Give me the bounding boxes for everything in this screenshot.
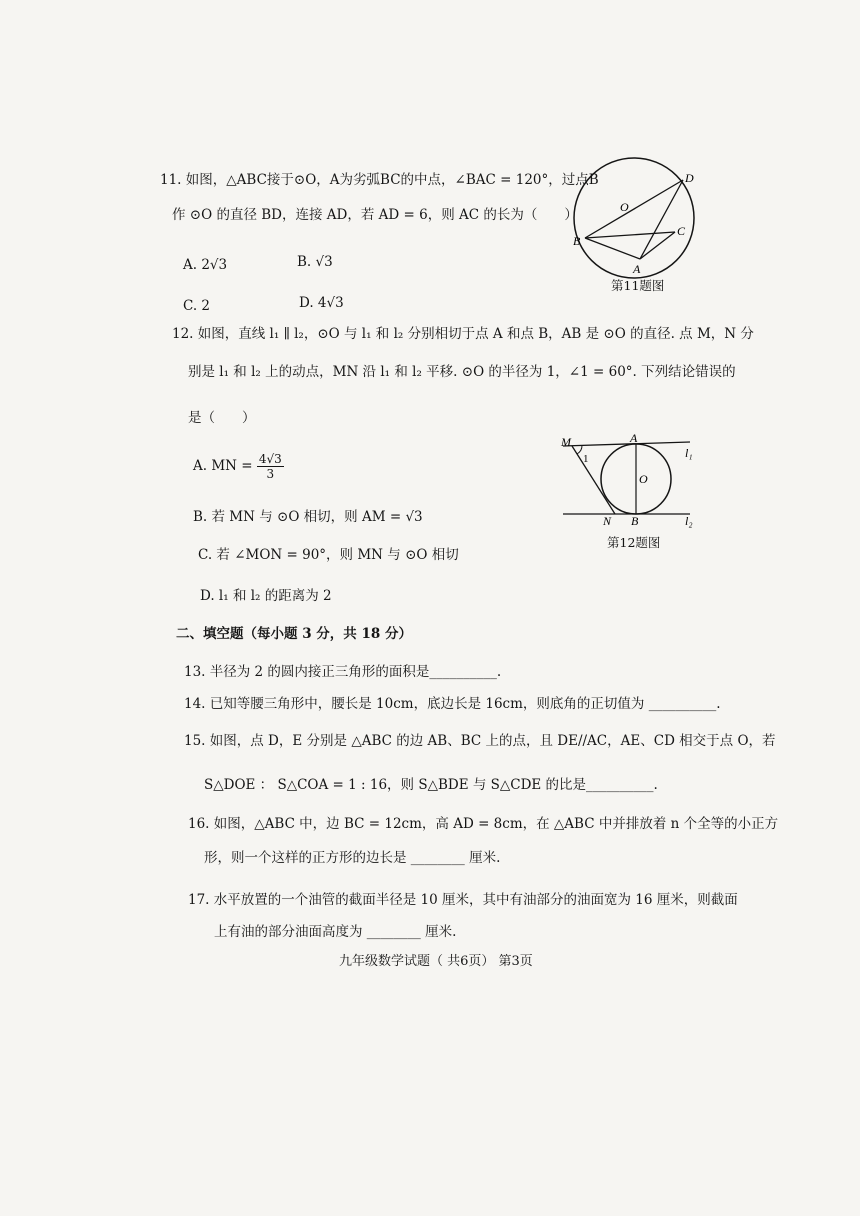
q11-option-c: C. 2 [183, 298, 211, 314]
q12-line1: 12. 如图，直线 l₁ ∥ l₂，⊙O 与 l₁ 和 l₂ 分别相切于点 A 和点 B，AB 是 ⊙O 的直径. 点 M，N 分 [172, 326, 754, 342]
q12-label-l2: l₂ [685, 514, 693, 528]
q12-label-a: A [630, 431, 638, 445]
q11-label-a: A [633, 262, 641, 276]
q11-line1: 11. 如图，△ABC接于⊙O，A为劣弧BC的中点，∠BAC = 120°，过点B [160, 172, 599, 188]
q11-label-d: D [685, 171, 694, 185]
q11-chord-ba [585, 238, 640, 259]
q12-option-b: B. 若 MN 与 ⊙O 相切，则 AM = √3 [193, 509, 423, 525]
q12-label-n: N [603, 514, 612, 528]
q12-option-c: C. 若 ∠MON = 90°，则 MN 与 ⊙O 相切 [198, 547, 459, 563]
q12-option-a [193, 453, 284, 480]
q12-figure [555, 432, 705, 532]
q12-label-o: O [639, 472, 648, 486]
q12-option-a-fraction [257, 453, 284, 480]
q13: 13. 半径为 2 的圆内接正三角形的面积是__________. [184, 664, 502, 680]
q12-angle-1-arc [577, 445, 582, 454]
q11-chord-bc [585, 232, 675, 238]
q17-line1: 17. 水平放置的一个油管的截面半径是 10 厘米，其中有油部分的油面宽为 16 厘米，则截面 [188, 892, 738, 908]
q12-label-b: B [631, 514, 639, 528]
q17-line2: 上有油的部分油面高度为 ________ 厘米. [214, 924, 457, 940]
q12-line2: 别是 l₁ 和 l₂ 上的动点，MN 沿 l₁ 和 l₂ 平移. ⊙O 的半径为 1，∠1 = 60°. 下列结论错误的 [188, 364, 736, 380]
q12-label-angle-1: 1 [583, 453, 589, 465]
q12-option-d: D. l₁ 和 l₂ 的距离为 2 [200, 588, 332, 604]
q12-option-a-prefix: A. MN = [193, 457, 253, 474]
q15-line1: 15. 如图，点 D，E 分别是 △ABC 的边 AB、BC 上的点，且 DE//AC，AE、CD 相交于点 O，若 [184, 733, 776, 749]
q14: 14. 已知等腰三角形中，腰长是 10cm，底边长是 16cm，则底角的正切值为 __________. [184, 696, 721, 712]
q12-figure-caption: 第12题图 [607, 535, 661, 550]
q15-line2: S△DOE ： S△COA = 1 : 16，则 S△BDE 与 S△CDE 的比是__________. [204, 777, 658, 793]
q11-label-c: C [677, 224, 686, 238]
q11-chord-ac [640, 232, 675, 259]
q12-option-a-numerator: 4√3 [258, 452, 282, 466]
q11-option-d: D. 4√3 [299, 295, 344, 311]
q11-label-o: O [620, 200, 629, 214]
q11-option-b: B. √3 [297, 254, 333, 270]
q11-diameter-bd [585, 180, 683, 238]
page-footer: 九年级数学试题（ 共6页） 第3页 [339, 954, 533, 969]
q11-figure-caption: 第11题图 [611, 278, 665, 293]
q11-circle [574, 158, 694, 278]
q16-line1: 16. 如图，△ABC 中，边 BC = 12cm，高 AD = 8cm，在 △ABC 中并排放着 n 个全等的小正方 [188, 816, 779, 832]
q12-label-m: M [561, 435, 571, 449]
q11-label-b: B [573, 234, 581, 248]
section2-title: 二、填空题（每小题 3 分，共 18 分） [176, 626, 412, 642]
q16-line2: 形，则一个这样的正方形的边长是 ________ 厘米. [204, 850, 501, 866]
q12-label-l1: l₁ [685, 446, 693, 460]
q12-line3: 是（ ） [188, 410, 256, 426]
q12-option-a-denominator: 3 [266, 467, 275, 481]
q11-chord-ad [640, 180, 683, 259]
q11-line2: 作 ⊙O 的直径 BD，连接 AD，若 AD = 6，则 AC 的长为（ ） [172, 207, 578, 223]
q11-figure [570, 155, 700, 285]
q11-option-a: A. 2√3 [183, 257, 228, 273]
